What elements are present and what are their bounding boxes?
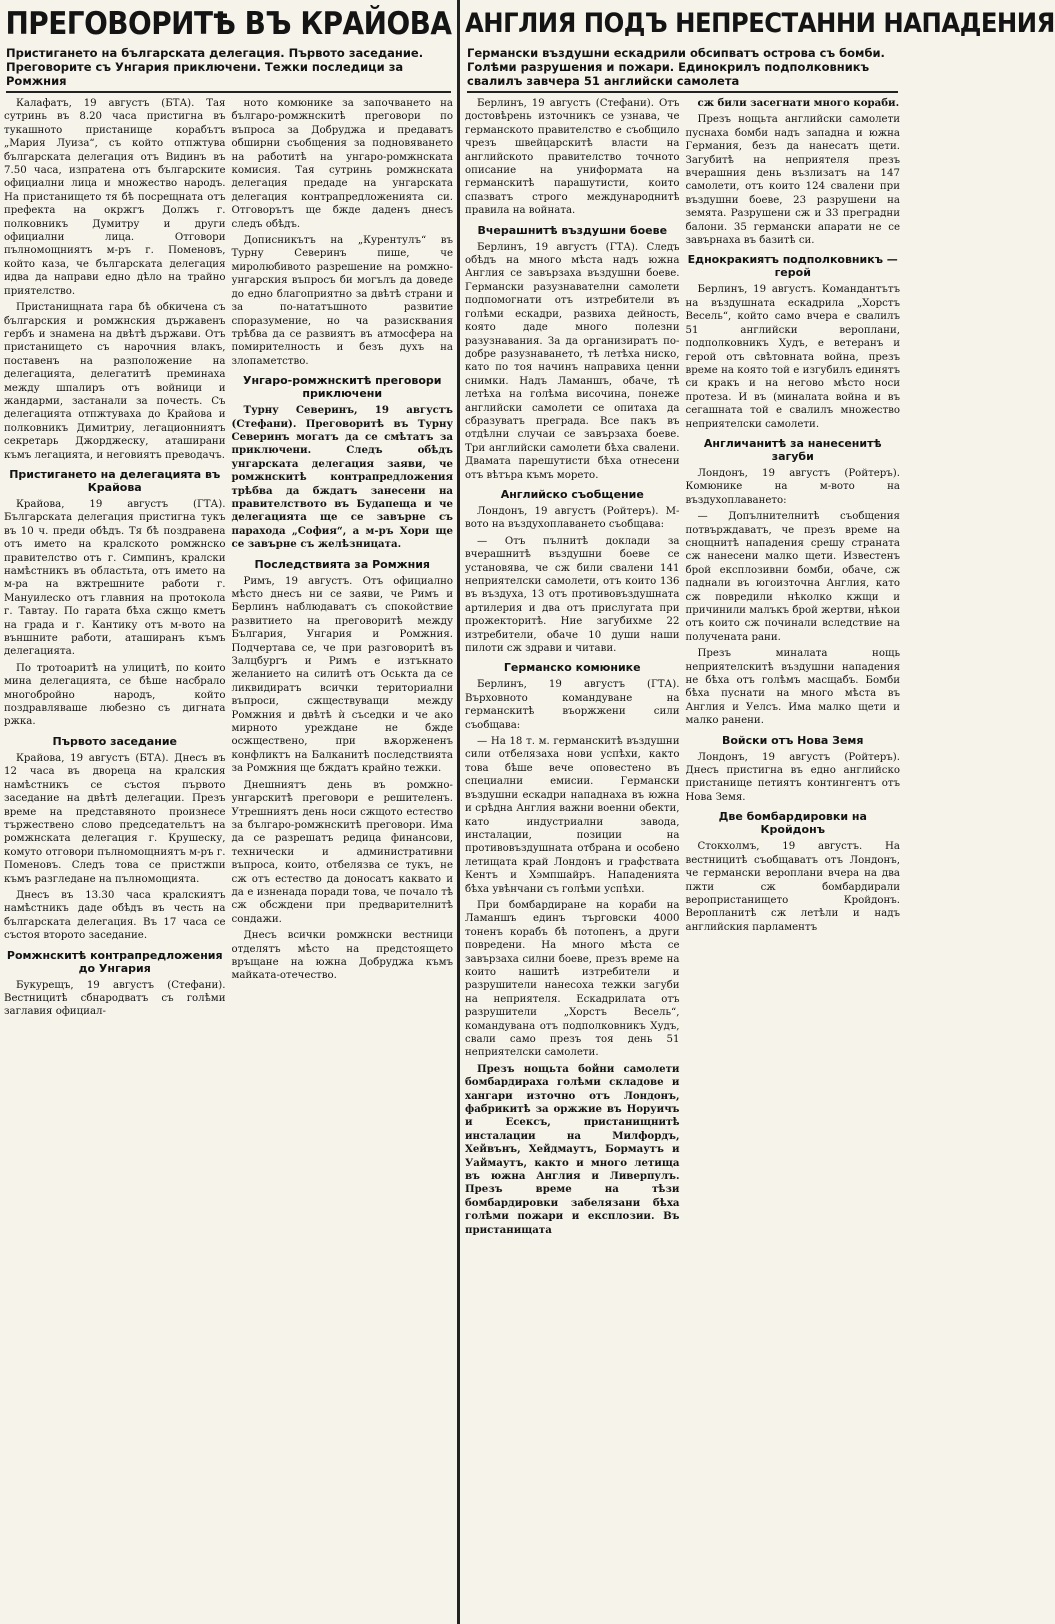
paragraph: Римъ, 19 августъ. Отъ официално мѣсто днесъ ни се заяви, че Римъ и Берлинъ наблюдаватъ съ спокойствие развитието на преговоритѣ между България, Унгария и Ромжния. Подчертава се, че при разговоритѣ въ Залцбургъ и Римъ е изтъкнато желанието на силитѣ отъ Оськта да се ликвидиратъ всички териториални въпроси, сжществуващи между Ромжния и двѣтѣ ѝ съседки и че ако мирното уреждане не бжде осжществено, при вѫоржененъ конфликтъ на Балканитѣ последствията за Ромжния ще бждатъ крайно тежки. [231,575,453,775]
paragraph: Пристанищната гара бѣ обкичена съ българския и ромжнския държавенъ гербъ и знамена на двѣтѣ държави. Отъ пристанището съ нарочния влакъ, поставенъ на разположение на делегацията, делегатитѣ преминаха между шпалиръ отъ войници и жандарми, застанали за почесть. Съ делегацията отпжтуваха до Крайова и полковникъ Димитриу, легационниятъ секретарь Джорджеску, аташирани къмъ легацията, и неговиятъ преводачъ. [4,302,226,461]
left-column-2 [232,97,454,1022]
paragraph: Лондонъ, 19 августъ (Ройтеръ). Днесъ пристигна въ едно английско пристанище петиятъ контингентъ отъ Нова Земя. [685,751,900,803]
paragraph: Берлинъ, 19 августъ (ГТА). Върховното командуване на германскитѣ въоржжени сили съобщава: [465,679,680,731]
paragraph: Презъ миналата нощь неприятелскитѣ въздушни нападения не бѣха отъ голѣмъ масщабъ. Бомби бѣха пуснати на много мѣста въ Англия и Уелсъ. Има малко щети и малко ранени. [685,648,900,727]
left-column-1 [4,97,226,1022]
article-negotiations-craiova [0,0,457,1624]
paragraph: Крайова, 19 августъ (ГТА). Българската делегация пристигна тукъ въ 10 ч. преди обѣдъ. Тя бѣ поздравена отъ името на кралското ромжнско правителство отъ г. Симпинъ, кралски намѣстникъ въ областьта, отъ името на м-ра на вжтрешните работи г. Мануилеско отъ главния на протокола г. Тавтау. По гарата бѣха сжщо кметъ на града и г. Кантику отъ м-вото на външните работи, аташиранъ къмъ делегацията. [4,498,226,658]
paragraph: По тротоаритѣ на улицитѣ, по които мина делегацията, се бѣше насбрало многобройно народъ, който поздравляваше любезно съ дигната ржка. [4,662,226,728]
paragraph: — Отъ пълнитѣ доклади за вчерашнитѣ въздушни боеве се установява, че сж били свалени 141 неприятелски самолети, отъ които 136 въ въздуха, 13 отъ противовъздушната артилерия и два отъ прислугата при прожекторитѣ. Ние загубихме 22 изтребители, обаче 10 души наши пилоти сж здрави и читави. [465,535,680,655]
right-column-1 [465,97,680,1240]
section-heading: Две бомбардировки на Кройдонъ [718,810,867,837]
section-heading: Английско съобщение [500,487,644,501]
paragraph: Берлинъ, 19 августъ (Стефани). Отъ достовѣрень източникъ се узнава, че германското правителство е съобщило чрезъ швейцарскитѣ власти на английското правителство точното описание на униформата на германскитѣ парашутисти, които спазватъ строго международнитѣ правила на войната. [465,98,680,217]
paragraph: Крайова, 19 августъ (БТА). Днесъ въ 12 часа въ двореца на кралския намѣстникъ се състоя първото заседание на двѣтѣ делегации. Презъ време на представяното произнесе тържествено слово председательтъ на ромжнската делегация г. Крушеску, комуто отговори пълномощниятъ м-ръ г. Поменовъ. Следъ това се пристжпи къмъ разгледане на пълномощията. [4,752,226,885]
headline-england: АНГЛИЯ ПОДЪ НЕПРЕСТАННИ НАПАДЕНИЯ [465,8,1055,39]
paragraph: — Допълнителнитѣ съобщения потвърждаватъ, че презъ време на снощнитѣ нападения срешу страната сж нанесени малко щети. Известенъ брой експлозивни бомби, обаче, сж паднали въ югоизточна Англия, като сж повредили нѣколко кжщи и причинили малъкъ брой жертви, нѣкои отъ които сж починали вследствие на получената рани. [685,511,900,643]
headline-craiova: ПРЕГОВОРИТѢ ВЪ КРАЙОВА [5,6,452,42]
paragraph: Турну Северинъ, 19 августъ (Стефани). Преговоритѣ въ Турну Северинъ могатъ да се смѣтатъ за приключени. Следъ обѣдъ унгарската делегация заяви, че ромжнскитѣ контрапредложения трѣбва да бждатъ занесени на правителството въ Будапеща и че делегацията ще се завърне съ парахода „София“, а м-ръ Хори ще се завърне съ желѣзницата. [231,404,453,551]
article-england-attacks [461,0,1055,1624]
paragraph: Лондонъ, 19 августъ (Ройтеръ). М-вото на въздухоплаването съобщава: [465,505,680,531]
paragraph: Берлинъ, 19 августъ. Командантътъ на въздушната ескадрила „Хорстъ Весель“, който само вчера е свалилъ 51 английски вероплани, подполковникъ Худъ, е ветеранъ и герой отъ свѣтовната война, презъ време на която той е изгубилъ единятъ си кракъ и на негово мѣсто носи протеза. И въ (миналата война и въ сегашната той е свалилъ множество неприятелски самолети. [685,284,900,430]
section-heading: Войски отъ Нова Земя [721,733,864,747]
section-heading: Ромжнскитѣ контрапредложения до Унгария [6,948,223,975]
paragraph: Стокхолмъ, 19 августъ. На вестницитѣ съобщаватъ отъ Лондонъ, че германски вероплани вчера на два пжти сж бомбардирали веропристанището Кройдонъ. Веропланитѣ сж летѣли и надъ английския парламентъ [685,841,900,933]
paragraph: Днешниятъ день въ ромжно-унгарскитѣ преговори е решителенъ. Утрешниятъ день носи сжщото естество за българо-ромжнскитѣ преговори. Има да се разрешатъ редица финансови, технически и административни въпроса, които, отбелязва се тукъ, не сж отъ естество да доносатъ каквато и да е изненада поради това, че почало тѣ сж обсждени при предварителнитѣ сондажи. [231,779,453,925]
paragraph: Днесъ всички ромжнски вестници отделятъ мѣсто на предстоящето връщане на южна Добруджа къмъ майката-отечество. [231,930,453,982]
paragraph: Калафатъ, 19 августъ (БТА). Тая сутринь въ 8.20 часа пристигна въ тукашното пристанище корабътъ „Мария Луиза“, съ който отпжтува българската делегация отъ Видинъ въ 7.50 часа, изпратена отъ българските официални лица и множество народъ. На пристанището тя бѣ посрещната отъ префекта на окржгъ Должъ г. полковникъ Думитру и други официални лица. Отговори пълномощниятъ м-ръ г. Поменовъ, който каза, че българската делегация идва да направи едно дѣло на трайно приятелство. [4,98,226,297]
paragraph: Дописникътъ на „Курентулъ“ въ Турну Северинъ пише, че миролюбивото разрешение на ромжно-унгарския въпросъ би могълъ да доведе до едно благоприятно за двѣтѣ страни и за по-нататъшното развитие споразумение, но ча разисквания трѣбва да се развиятъ въ атмосфера на помирителность и безъ духъ на злопаметство. [231,235,453,367]
right-column-2 [686,97,901,1240]
section-heading: Пристигането на делегацията въ Крайова [9,467,221,494]
section-heading: Унгаро-ромжнскитѣ преговори приключени [242,374,442,401]
paragraph: Букурещъ, 19 августъ (Стефани). Вестницитѣ сбнародватъ съ голѣми заглавия официал- [4,979,226,1018]
section-heading: Първото заседание [52,734,177,748]
paragraph: — На 18 т. м. германскитѣ въздушни сили отбелязаха нови успѣхи, както това бѣше вече оповестено въ специални емисии. Германски въздушни ескадри нападнаха въ южна и срѣдна Англия важни военни обекти, като индустриални завода, инсталации, позиции на противовъздушната отбрана и особено летищата край Лондонъ и графствата Кентъ и Хэмпшайръ. Нападенията бѣха увѣнчани съ голѣми успѣхи. [465,736,680,895]
paragraph: Презъ нощьта английски самолети пуснаха бомби надъ западна и южна Германия, безъ да нанесатъ щети. Загубитѣ на неприятеля презъ вчерашния день възлизатъ на 147 самолети, отъ които 124 свалени при въздушни боеве, 23 разрушени на земята. Разрушени сж и 33 преградни балони. 35 германски апарати не се завърнаха въ базитѣ си. [685,114,900,247]
section-heading: Последствията за Ромжния [254,557,430,571]
paragraph: Лондонъ, 19 августъ (Ройтеръ). Комюнике на м-вото на въздухоплаването: [685,467,900,506]
subheadline-craiova: Пристигането на българската делегация. Първото заседание. Преговорите съ Унгария приключени. Тежки последици за Ромжния [6,46,451,93]
paragraph: Берлинъ, 19 августъ (ГТА). Следъ обѣдъ на много мѣста надъ южна Англия се завързаха въздушни боеве. Германски разузнавателни самолети подпомогнати отъ изтребители въ голѣми ескадри, развиха дейность, която даде много полезни разузнавания. За да организиратъ по-добре разузнаването, тѣ летѣха ниско, като по тоя начинъ направиха ценни снимки. Надъ Ламаншъ, обаче, тѣ летѣха на голѣма височина, понеже английски самолети се опитаха да сбразуватъ преграда. Все пакъ въ отдѣлни случаи се завързаха боеве. Три английски самолети бѣха свалени. Двамата парешутисти бѣха отнесени отъ вѣтъра къмъ морето. [465,241,680,481]
subheadline-england: Германски въздушни ескадрили обсипватъ острова съ бомби. Голѣми разрушения и пожари. Единокрилъ подполковникъ свалилъ завчера 51 английски самолета [467,46,898,93]
section-heading: Еднокракиятъ подполковникъ — герой [687,253,898,280]
paragraph: Днесъ въ 13.30 часа кралскиятъ намѣстникъ даде обѣдъ въ честь на българската делегация. Въ 17 часа се състоя второто заседание. [4,889,226,942]
paragraph: сж били засегнати много кораби. [697,97,900,109]
section-heading: Англичанитѣ за нанесенитѣ загуби [703,436,882,463]
section-heading: Германско комюнике [503,661,641,675]
paragraph: При бомбардиране на кораби на Ламаншъ единъ търговски 4000 тоненъ корабъ бѣ потопенъ, а други повредени. На много мѣста се завързаха силни боеве, презъ време на които нашитѣ изтребители и разрушители нанесоха тежки загуби на неприятеля. Ескадрилата отъ разрушители „Хорстъ Весель“, командувана отъ подполковникъ Худъ, свали само презъ тоя день 51 неприятелски самолети. [465,899,680,1059]
paragraph: ното комюнике за започването на българо-ромжнскитѣ преговори по въпроса за Добруджа и предаватъ обширни съобщения за подновяването на работитѣ на унгаро-ромжнската комисия. Тая сутринь ромжнската делегация предаде на унгарската делегация контрапредложенията си. Отговорътъ ще бжде даденъ днесъ следъ обѣдъ. [231,98,453,230]
section-heading: Вчерашнитѣ въздушни боеве [477,223,668,237]
column-rule [457,0,460,1624]
paragraph: Презъ нощьта бойни самолети бомбардираха голѣми складове и хангари източно отъ Лондонъ, фабрикитѣ за оржжие въ Норуичъ и Есексъ, пристанищнитѣ инсталации на Милфордъ, Хейвънъ, Хейдмаутъ, Бормаутъ и Уаймаутъ, както и много летища въ южна Англия и Ливерпулъ. Презъ време на тѣзи бомбардировки забелязани бѣха голѣми пожари и експлозии. Въ пристанищата [465,1062,680,1236]
